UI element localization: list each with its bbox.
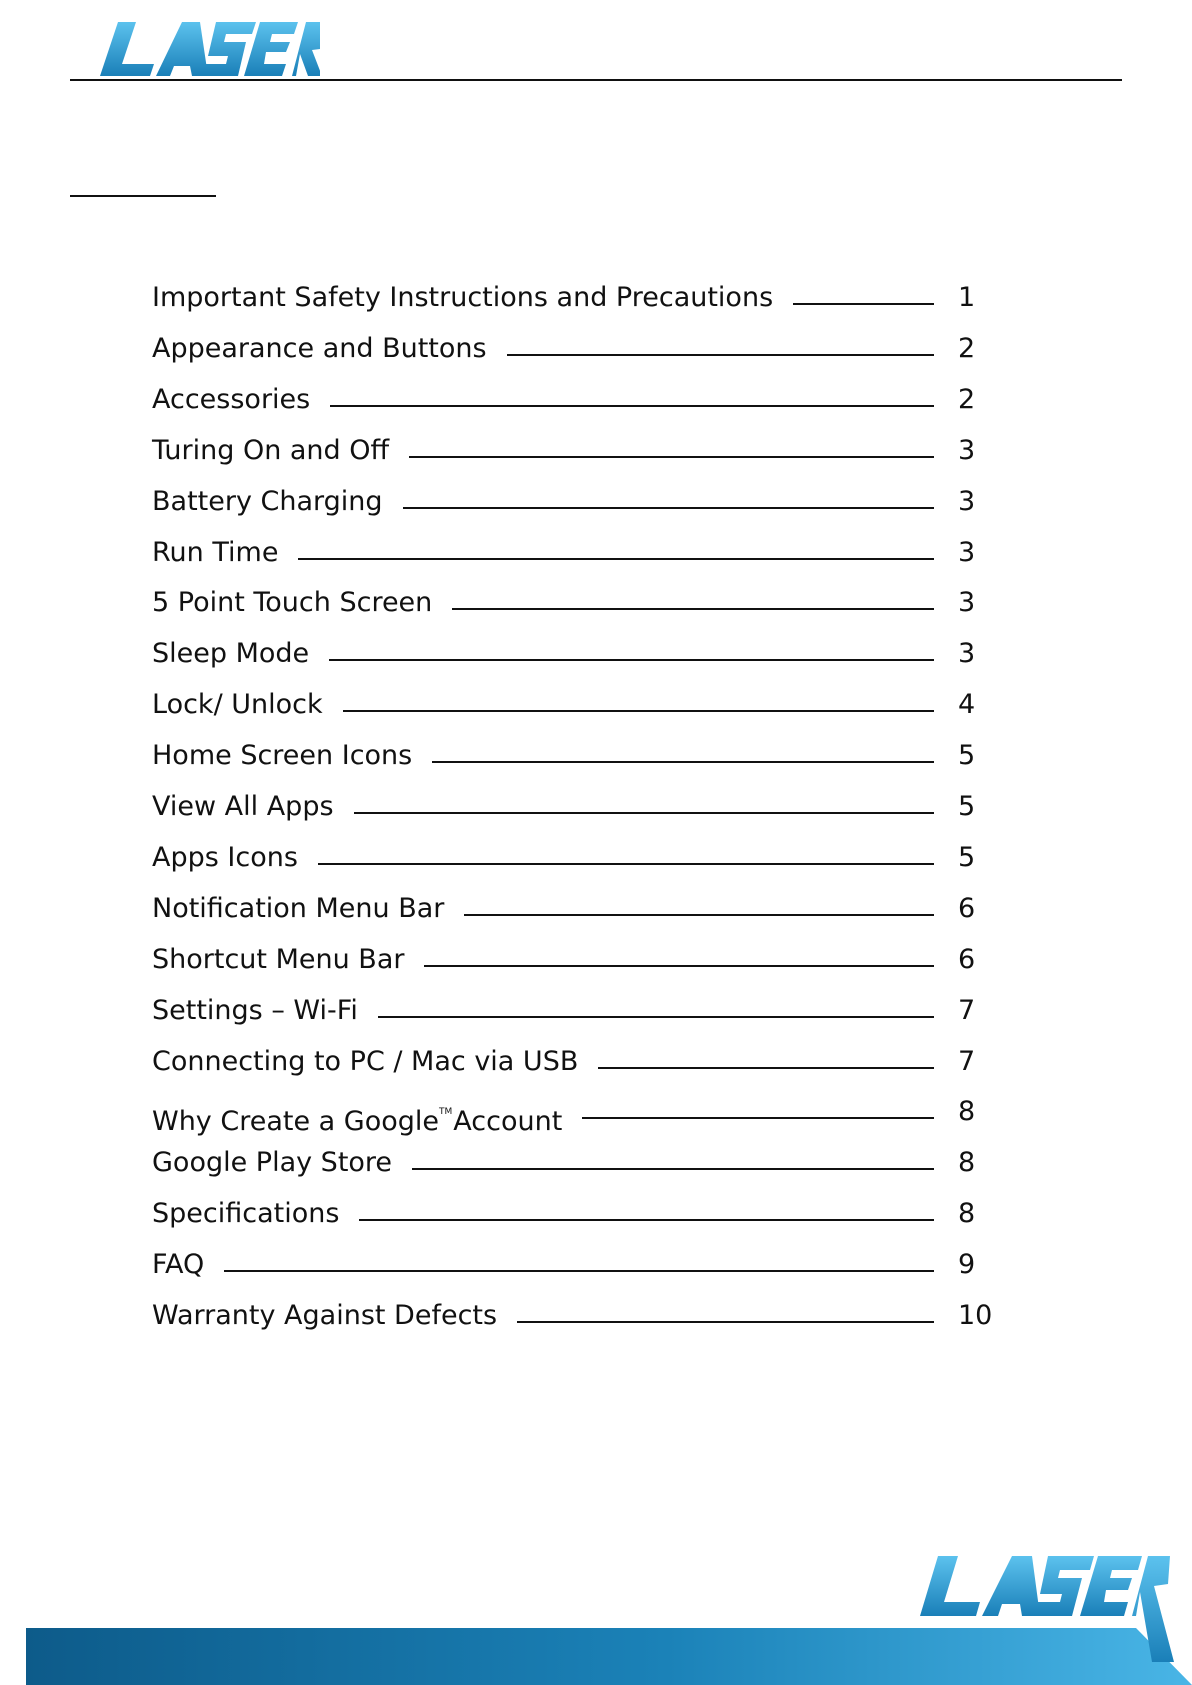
toc-entry-page-number: 3 [958,537,976,568]
toc-entry-page-number: 1 [958,282,976,313]
toc-entry-title [152,585,432,621]
toc-entry-page-number: 5 [958,842,976,873]
toc-entry [152,687,1002,727]
toc-entry [152,993,1002,1033]
toc-entry-title-text: FAQ [152,1249,205,1280]
toc-entry-page-number: 2 [958,384,976,415]
toc-entry-page-number: 7 [958,1046,976,1077]
toc-leader-line [432,761,934,763]
toc-entry-page-number: 3 [958,486,976,517]
toc-entry-title-text: Connecting to PC / Mac via USB [152,1046,579,1077]
toc-entry-page-number: 8 [958,1147,976,1178]
toc-entry [152,433,1002,473]
toc-entry-title-text: Notification Menu Bar [152,893,445,924]
toc-entry-title [152,1094,562,1140]
toc-entry-page-number: 6 [958,944,976,975]
toc-leader-line [354,812,934,814]
toc-entry-title [152,331,487,367]
toc-leader-line [598,1067,934,1069]
toc-leader-line [318,863,934,865]
toc-entry-title [152,382,310,418]
toc-entry-title [152,891,444,927]
toc-entry [152,1247,1002,1287]
toc-entry [152,1044,1002,1084]
toc-entry-title-text: Accessories [152,384,311,415]
toc-entry [152,1196,1002,1236]
toc-entry [152,585,1002,625]
toc-entry-title-text: Important Safety Instructions and Precautions [152,282,774,313]
toc-entry-title-text: 5 Point Touch Screen [152,587,433,618]
toc-leader-line [517,1321,934,1323]
toc-entry-title-text: Battery Charging [152,486,383,517]
toc-entry-title [152,840,298,876]
toc-entry-title [152,993,358,1029]
toc-entry-title [152,687,323,723]
toc-entry [152,280,1002,320]
toc-entry-page-number: 6 [958,893,976,924]
toc-leader-line [464,914,934,916]
toc-entry-title-text: Appearance and Buttons [152,333,487,364]
trademark-mark: TM [439,1107,453,1117]
toc-leader-line [409,456,934,458]
toc-entry-title-text: Apps Icons [152,842,298,873]
toc-entry-title-text: Google Play Store [152,1147,393,1178]
laser-logo-footer [916,1550,1174,1662]
toc-entry [152,1094,1002,1137]
toc-entry [152,789,1002,829]
toc-entry-page-number: 3 [958,587,976,618]
toc-entry-page-number: 9 [958,1249,976,1280]
toc-entry-title-suffix: Account [453,1106,563,1137]
toc-entry-title-text: Lock/ Unlock [152,689,323,720]
toc-leader-line [224,1270,934,1272]
toc-entry [152,484,1002,524]
toc-leader-line [378,1016,934,1018]
toc-leader-line [359,1219,934,1221]
toc-entry-title [152,535,278,571]
toc-entry-title-text: Warranty Against Defects [152,1300,498,1331]
toc-entry [152,535,1002,575]
toc-entry-title-text: View All Apps [152,791,334,822]
toc-entry-title [152,1196,339,1232]
toc-entry-page-number: 5 [958,791,976,822]
toc-entry-title [152,1298,497,1334]
toc-entry-page-number: 7 [958,995,976,1026]
toc-leader-line [329,659,934,661]
toc-entry-page-number: 8 [958,1096,976,1127]
toc-entry-title [152,433,389,469]
toc-leader-line [424,965,934,967]
toc-entry-title [152,738,412,774]
toc-leader-line [582,1117,934,1119]
toc-entry-title [152,1044,578,1080]
toc-entry-page-number: 2 [958,333,976,364]
toc-leader-line [412,1168,934,1170]
toc-entry-title-text: Settings – Wi-Fi [152,995,358,1026]
toc-leader-line [298,558,934,560]
toc-entry-page-number: 8 [958,1198,976,1229]
toc-leader-line [452,608,934,610]
header-rule [70,79,1122,81]
toc-leader-line [343,710,934,712]
toc-leader-line [403,507,934,509]
toc-entry-title [152,1145,392,1181]
toc-entry-page-number: 5 [958,740,976,771]
toc-entry-title [152,280,773,316]
toc-entry [152,636,1002,676]
toc-entry [152,942,1002,982]
toc-leader-line [793,303,934,305]
toc-entry [152,1145,1002,1185]
toc-entry-page-number: 4 [958,689,976,720]
toc-entry-title [152,1247,204,1283]
toc-entry-title-text: Sleep Mode [152,638,310,669]
toc-entry [152,382,1002,422]
toc-entry-page-number: 10 [958,1300,993,1331]
toc-entry-title [152,789,334,825]
toc-entry [152,331,1002,371]
toc-entry-title-text: Turing On and Off [152,435,390,466]
toc-entry-page-number: 3 [958,638,976,669]
toc-entry [152,891,1002,931]
toc-entry [152,840,1002,880]
toc-entry-title-text: Why Create a Google [152,1106,440,1137]
toc-entry-title [152,942,404,978]
toc-entry-title-text: Specifications [152,1198,340,1229]
toc-entry-page-number: 3 [958,435,976,466]
toc-entry-title-text: Home Screen Icons [152,740,413,771]
heading-underline [70,195,216,197]
toc-entry [152,1298,1002,1338]
toc-entry-title [152,636,309,672]
toc-entry [152,738,1002,778]
toc-entry-title-text: Run Time [152,537,279,568]
toc-leader-line [330,405,934,407]
toc-leader-line [507,354,934,356]
toc-entry-title-text: Shortcut Menu Bar [152,944,405,975]
toc-entry-title [152,484,383,520]
